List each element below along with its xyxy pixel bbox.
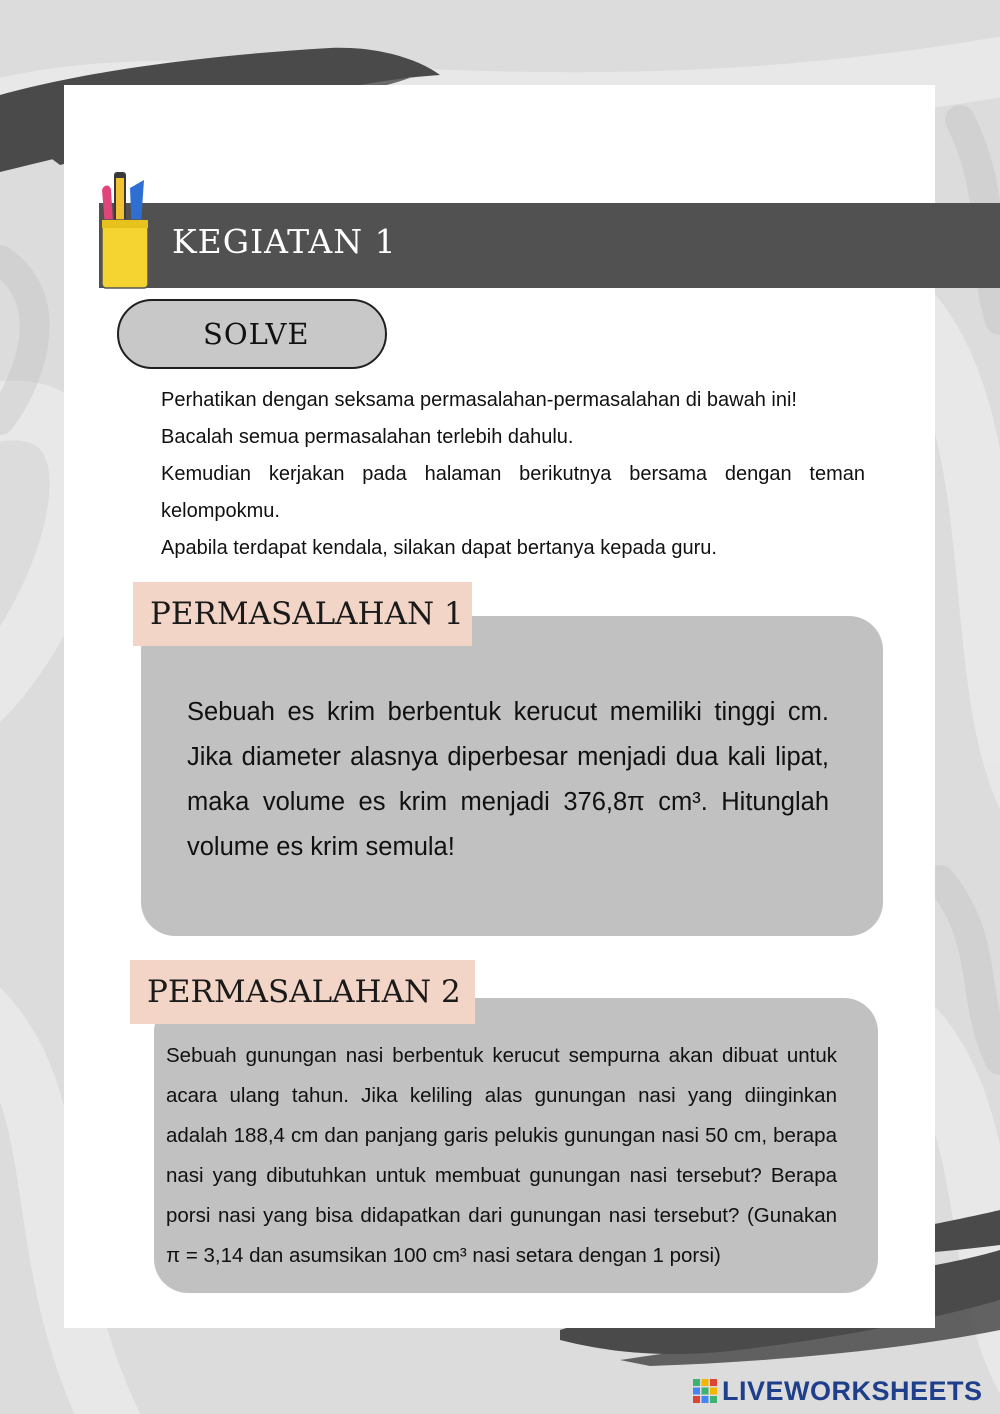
liveworksheets-logo-icon [692,1378,718,1404]
instruction-line: Bacalah semua permasalahan terlebih dahulu. [161,426,574,448]
solve-label: SOLVE [203,317,310,351]
liveworksheets-brand[interactable] [692,1376,983,1406]
instruction-line: Perhatikan dengan seksama permasalahan-permasalahan di bawah ini! [161,389,797,411]
problem-1-title: PERMASALAHAN 1 [133,582,472,646]
problem-1-text: Sebuah es krim berbentuk kerucut memiliki tinggi cm. Jika diameter alasnya diperbesar menjadi dua kali lipat, maka volume es krim menjadi 376,8π cm³. Hitunglah volume es krim semula! [187,698,829,861]
brand-text: LIVEWORKSHEETS [722,1375,983,1406]
activity-title: KEGIATAN 1 [172,222,397,261]
instruction-line: Apabila terdapat kendala, silakan dapat bertanya kepada guru. [161,537,717,559]
problem-2-title: PERMASALAHAN 2 [130,960,475,1024]
instructions [161,382,865,567]
instruction-line: Kemudian kerjakan pada halaman berikutnya bersama dengan teman kelompokmu. [161,463,865,522]
pencil-cup-icon [96,168,154,290]
problem-2-text: Sebuah gunungan nasi berbentuk kerucut sempurna akan dibuat untuk acara ulang tahun. Jika keliling alas gunungan nasi yang diinginkan adalah 188,4 cm dan panjang garis pelukis gunungan nasi 50 cm, berapa nasi yang dibutuhkan untuk membuat gunungan nasi tersebut? Berapa porsi nasi yang bisa didapatkan dari gunungan nasi tersebut? (Gunakan π = 3,14 dan asumsikan 100 cm³ nasi setara dengan 1 porsi) [166,1044,837,1267]
